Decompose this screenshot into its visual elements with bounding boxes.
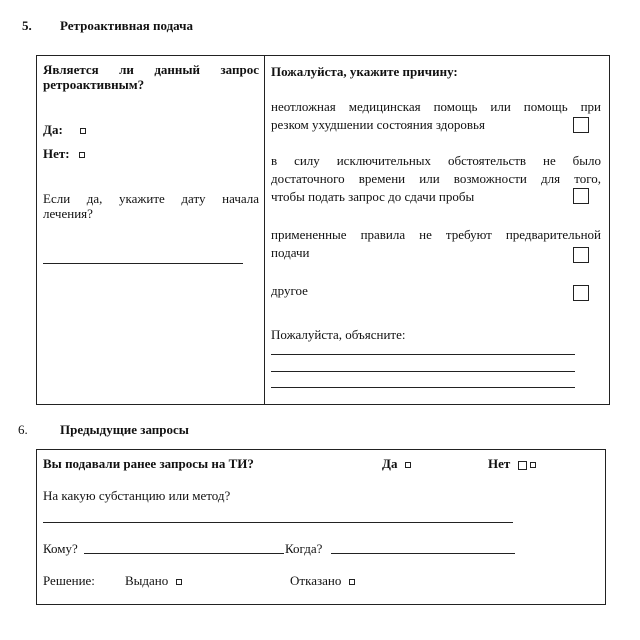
reason2-line2: достаточного времени или возможности для того, — [271, 171, 601, 186]
reason1-line2: резком ухудшении состояния здоровья — [271, 117, 485, 132]
reason3-line1: примененные правила не требуют предварительной — [271, 227, 601, 242]
reason1-checkbox[interactable] — [573, 117, 589, 133]
when-field[interactable] — [331, 553, 515, 554]
reason-header: Пожалуйста, укажите причину: — [271, 64, 458, 79]
explain-line-1[interactable] — [271, 354, 575, 355]
reason3-line2: подачи — [271, 245, 310, 260]
granted-checkbox[interactable] — [176, 579, 182, 585]
granted-option[interactable] — [125, 572, 182, 589]
reason2-line1: в силу исключительных обстоятельств не было — [271, 153, 601, 168]
reason3-checkbox[interactable] — [573, 247, 589, 263]
when-label: Когда? — [285, 541, 323, 556]
retro-yes-option[interactable] — [43, 121, 86, 138]
explain-label: Пожалуйста, объясните: — [271, 327, 406, 342]
substance-label: На какую субстанцию или метод? — [43, 488, 231, 503]
previous-yes-checkbox[interactable] — [405, 462, 411, 468]
denied-label: Отказано — [290, 573, 342, 588]
previous-yes-label: Да — [382, 456, 398, 471]
previous-no-checkbox[interactable] — [518, 461, 527, 470]
previous-no-checkbox-2[interactable] — [530, 462, 536, 468]
treatment-date-question-line1: Если да, укажите дату начала — [43, 191, 259, 206]
reason4-checkbox[interactable] — [573, 285, 589, 301]
previous-no-option[interactable] — [488, 455, 536, 472]
previous-requests-question: Вы подавали ранее запросы на ТИ? — [43, 456, 254, 471]
denied-checkbox[interactable] — [349, 579, 355, 585]
retro-question-line1: Является ли данный запрос — [43, 62, 259, 77]
decision-label: Решение: — [43, 573, 95, 588]
section5-title: Ретроактивная подача — [60, 18, 193, 33]
reason2-line3: чтобы подать запрос до сдачи пробы — [271, 189, 475, 204]
to-whom-field[interactable] — [84, 553, 284, 554]
retro-no-label: Нет: — [43, 146, 70, 161]
section6-number: 6. — [18, 422, 28, 437]
explain-line-3[interactable] — [271, 387, 575, 388]
granted-label: Выдано — [125, 573, 169, 588]
retro-no-checkbox[interactable] — [79, 152, 85, 158]
to-whom-label: Кому? — [43, 541, 78, 556]
reason2-checkbox[interactable] — [573, 188, 589, 204]
substance-field[interactable] — [43, 522, 513, 523]
retro-question-line2: ретроактивным? — [43, 77, 145, 92]
section5-number: 5. — [22, 18, 32, 33]
retro-yes-checkbox[interactable] — [80, 128, 86, 134]
previous-yes-option[interactable] — [382, 455, 411, 472]
previous-no-label: Нет — [488, 456, 511, 471]
treatment-date-question-line2: лечения? — [43, 206, 93, 221]
explain-line-2[interactable] — [271, 371, 575, 372]
treatment-date-field[interactable] — [43, 263, 243, 264]
retro-yes-label: Да: — [43, 122, 63, 137]
retro-no-option[interactable] — [43, 145, 85, 162]
reason1-line1: неотложная медицинская помощь или помощь при — [271, 99, 601, 114]
denied-option[interactable] — [290, 572, 355, 589]
reason4-label: другое — [271, 283, 308, 298]
section5-column-divider — [264, 55, 265, 405]
section6-title: Предыдущие запросы — [60, 422, 189, 437]
